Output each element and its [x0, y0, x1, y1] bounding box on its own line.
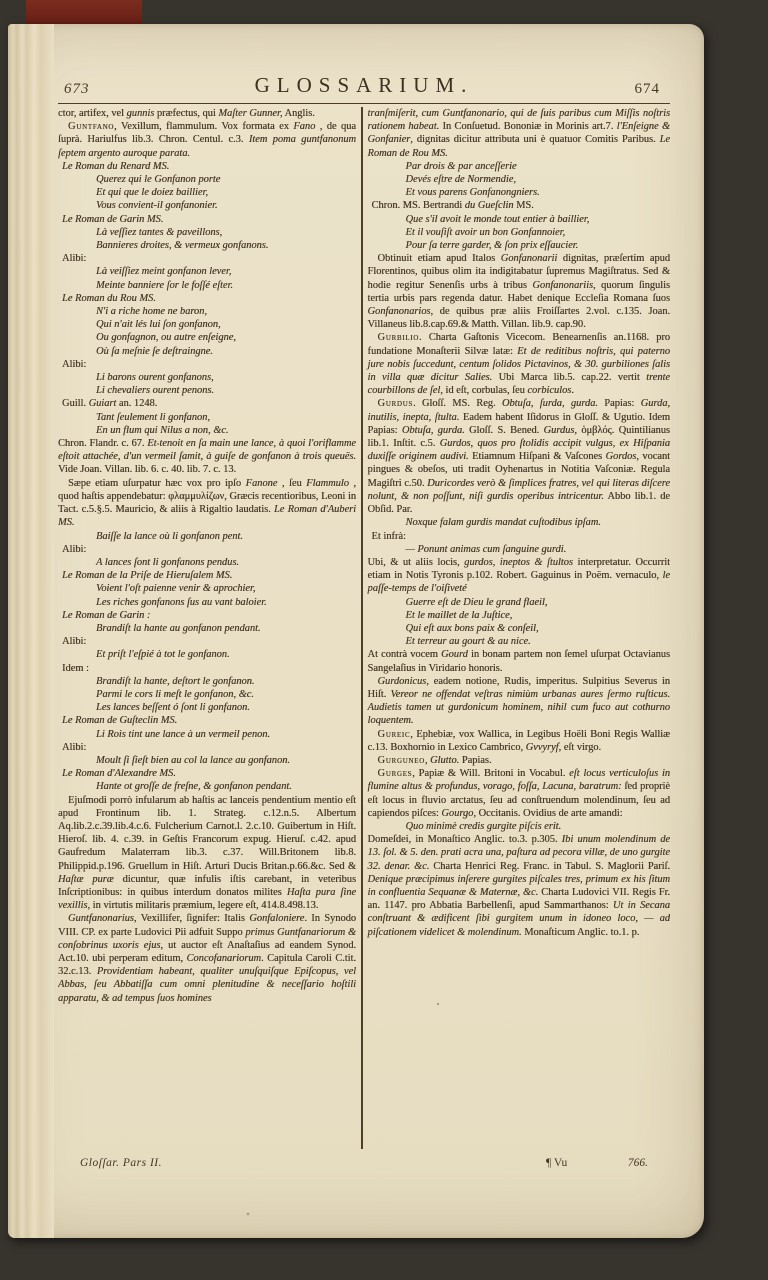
verse-line: Et le maillet de la Juſtice, [405, 609, 513, 621]
paragraph: Ubi, & ut aliis locis, gurdos, ineptos & ſtultos interpretatur. Occurrit etiam in Notis Tyronis p.102. Robert. Gaguinus in Poëm. vernaculo, le paſſe-temps de l'oiſiveté [367, 556, 670, 595]
part-signature: Gloſſar. Pars II. [80, 1157, 162, 1169]
verse-line: Quo minimè credis gurgite piſcis erit. [405, 820, 562, 832]
source-label: Le Roman de Garin : [62, 609, 151, 621]
source-label: Chron. MS. Bertrandi du Gueſclin MS. [371, 200, 534, 212]
verse-block [96, 371, 356, 397]
verse-block [406, 820, 671, 833]
verse-line: Et terreur au gourt & au nice. [405, 636, 531, 648]
verse-line: Les lances beſſent ó ſont li gonfanon. [96, 702, 250, 714]
source-label: Le Roman du Rou MS. [62, 292, 156, 304]
verse-block [96, 648, 356, 661]
verse-line: Et il vouſiſt avoir un bon Gonfannoier, [405, 226, 566, 238]
verse-block [96, 728, 356, 741]
verse-block [96, 226, 356, 252]
paragraph: Gurdus. Gloſſ. MS. Reg. Obtuſa, ſurda, gurda. Papias: Gurda, inutilis, inepta, ſtulta. Eadem habent Iſidorus in Gloſſ. & Ugutio. Idem Papias: Obtuſa, gurda. Gloſſ. S. Bened. Gurdus, ὁμβλός. Quintilianus lib.1. Inſtit. c.5. Gurdos, quos pro ſtolidis accipit vulgus, ex Hiſpania duxiſſe originem audivi. Etiamnum Hiſpani & Vaſcones Gordos, vocant pingues & obeſos, uti tradit Oyhenartus in Notitia Vaſconiæ. Regula Magiſtri c.50. Duricordes verò & ſimplices fratres, vel qui literas diſcere nolunt, & non poſſunt, niſi gurdis operibus intricentur. Abbo lib.1. de Obſid. Par. [367, 398, 670, 516]
page-gutter-edges [8, 24, 54, 1238]
source-label: Et infrà: [371, 530, 406, 542]
source-label: Le Roman du Renard MS. [62, 160, 170, 172]
verse-line: Là veiſſiez meint gonfanon lever, [96, 266, 232, 278]
source-label: Le Roman de la Priſe de Hieruſalem MS. [62, 570, 233, 582]
verse-line: Par drois & par anceſſerie [405, 160, 517, 172]
verse-line: Li barons ourent gonfanons, [96, 372, 214, 384]
verse-block [96, 780, 356, 793]
verse-line: Li chevaliers ourent penons. [96, 385, 214, 397]
paragraph: Guntfano, Vexillum, flammulum. Vox formata ex Fano , de qua ſuprà. Hariulfus lib.3. Chron. Centul. c.3. Item poma guntfanonum ſeptem argento auroque parata. [58, 121, 356, 159]
verse-line: Meinte banniere ſor le foſſé eſter. [96, 279, 233, 291]
running-header [58, 68, 670, 98]
source-label: Le Roman de Guſteclin MS. [62, 715, 178, 727]
verse-line: Guerre eſt de Dieu le grand flaeil, [405, 596, 548, 608]
paragraph: At contrà vocem Gourd in bonam partem non ſemel uſurpat Octavianus Sangelaſius in Viridario honoris. [367, 649, 670, 674]
verse-line: Voient l'oſt paienne venir & aprochier, [96, 583, 256, 595]
verse-line: Qui eſt aux bons paix & conſeil, [405, 622, 539, 634]
verse-line: En un flum qui Nilus a non, &c. [96, 424, 229, 436]
verse-block [406, 596, 671, 649]
header-rule [58, 103, 670, 104]
verse-block [406, 516, 671, 529]
verse-line: Noxque falam gurdis mandat cuſtodibus ipſam. [405, 517, 601, 529]
verse-block [406, 543, 671, 556]
verse-line: Et vous parens Gonfanongniers. [405, 187, 540, 199]
verse-line: Querez qui le Gonfanon porte [96, 174, 221, 186]
verse-line: Et qui que le doiez baillier, [96, 187, 208, 199]
left-text-column [58, 107, 356, 1149]
page-number-left: 673 [64, 81, 90, 97]
paragraph: Gureic, Ephebiæ, vox Wallica, in Legibus Hoëli Boni Regis Walliæ c.13. Boxhornio in Lexico Cambrico, Gvvyryf, eſt virgo. [367, 728, 670, 753]
verse-line: Devés eſtre de Normendie, [405, 174, 516, 186]
paragraph: Ejuſmodi porrò infularum ab haſtis ac lanceis pendentium mentio eſt apud Frontinum lib. 1. Strateg. c.12.n.5. Albertum Aq.lib.2.c.39.lib.4.c.6. Fulcherium Carnot.l. 2.c.10. Guibertum in Hiſt. Hieroſ. lib. 4. c.39. in Geſtis Francorum expug. Hieruſ. c.42. apud Gaufredum Malaterram lib.3. c.37. Will.Britonem lib.8. Philippid.p.196. Gruellum in Hiſt. Arturi Ducis Britan.p.66.&c. Sed & Haſtæ puræ dicuntur, quæ infulis iſtis carebant, in veteribus Inſcriptionibus: in quibus interdum donatos milites Haſta pura ſine vexillis, in virtutis militaris præmium, legere eſt, 414.8.498.13. [58, 794, 357, 912]
source-label: Alibi: [62, 358, 87, 370]
verse-block [96, 411, 356, 437]
paragraph: Gurdonicus, eadem notione, Rudis, imperitus. Sulpitius Severus in Hiſt. Vereor ne offendat veſtras nimiùm urbanas aures ſermo ruſticus. Audietis tamen ut gurdonicum hominem, nihil cum fuco aut cothurno loquentem. [367, 675, 670, 727]
source-label: Le Roman d'Alexandre MS. [62, 768, 176, 780]
page-number-right: 674 [634, 81, 660, 97]
verse-line: Brandiſt la hante, deſtort le gonfanon. [96, 675, 255, 687]
text-columns [58, 107, 670, 1149]
catchword: 766. [627, 1157, 648, 1169]
verse-block [96, 556, 356, 569]
verse-line: A lances ſont li gonfanons pendus. [96, 556, 239, 568]
verse-line: Là veſſiez tantes & paveillons, [96, 226, 223, 238]
paragraph: Domeſdei, in Monaſtico Anglic. to.3. p.305. Ibi unum molendinum de 13. ſol. & 5. den. prati acra una, paſtura ad pecora villæ, de uno gurgite 32. denar. &c. Charta Henrici Reg. Franc. in Tabul. S. Maglorii Pariſ. Denique præcipimus inſerere gurgites piſcales tres, primum ex his ſitum in confluentia Sequanæ & Maternæ, &c. Charta Ludovici VII. Regis Fr. an. 1147. pro Abbatia Barbellenſi, apud Sammarthanos: Ut in Secana conſtruant & ædificent ſibi gurgitem unum in idoneo loco, — ad piſcationem videlicet & molendinum. Monaſticum Anglic. to.1. p. [367, 834, 670, 938]
page-content [58, 24, 670, 1175]
paragraph: ctor, artifex, vel gunnis præfectus, qui Maſter Gunner, Anglis. [58, 108, 315, 119]
paragraph: Guntfanonarius, Vexillifer, ſignifer: Italis Gonfaloniere. In Synodo VIII. CP. ex parte Ludovici Pii adfuit Suppo primus Guntfanariorum & conſobrinus uxoris ejus, ut auctor eſt Anaſtaſius ad eandem Synod. Act.10. ubi perperam editum, Concofanariorum. Capitula Caroli C.tit. 32.c.13. Providentiam habeant, qualiter unuſquiſque Epiſcopus, vel Abbas, ſeu Abbatiſſa cum omni plenitudine & neceſſario hoſtili apparatu, & ad tempus ſuos homines [58, 913, 356, 1004]
verse-line: Parmi le cors li meſt le gonfanon, &c. [96, 688, 254, 700]
page-title: GLOSSARIUM. [254, 73, 474, 97]
verse-block [96, 173, 356, 213]
verse-line: Vous convient-il gonfanonier. [96, 200, 218, 212]
verse-line: Et priſt l'eſpié à tot le gonfanon. [96, 649, 230, 661]
paragraph: Gurguneo, Glutto. Papias. [377, 754, 492, 766]
paragraph: tranſmiſerit, cum Guntfanonario, qui de ſuis paribus cum Miſſis noſtris rationem habeat. In Conſuetud. Bononiæ in Morinis art.7. l'Enſeigne & Gonfanier, dignitas dicitur attributa uni è quatuor Comitis Paribus. Le Roman de Rou MS. [367, 108, 670, 159]
verse-line: Brandiſt la hante au gonfanon pendant. [96, 622, 261, 634]
verse-block [96, 622, 356, 635]
source-label: Alibi: [62, 741, 87, 753]
verse-line: Les riches gonfanons ſus au vant baloier. [96, 596, 267, 608]
verse-line: Li Rois tint une lance à un vermeil penon. [96, 728, 271, 740]
verse-line: Hante ot groſſe de freſne, & gonfanon pendant. [96, 781, 292, 793]
verse-line: Bannieres droites, & vermeux gonfanons. [96, 240, 269, 252]
verse-line: — Ponunt animas cum ſanguine gurdi. [405, 543, 567, 555]
verse-line: Que s'il avoit le monde tout entier à baillier, [405, 213, 590, 225]
source-label: Alibi: [62, 543, 87, 555]
page-footer [58, 1157, 670, 1175]
paragraph: Gurges, Papiæ & Will. Britoni in Vocabul. eſt locus verticuloſus in flumine altus & profundus, vorago, foſſa, Lacuna, baratrum: ſed propriè eſt locus in fluvio arctatus, ſeu ad conſtruendum molendinum, ſeu ad capiendos piſces: Gourgo, Occitanis. Ovidius de arte amandi: [367, 768, 670, 819]
verse-block [96, 530, 356, 543]
source-label: Alibi: [62, 636, 87, 648]
verse-line: Baiſſe la lance où li gonfanon pent. [96, 530, 243, 542]
verse-line: Tant ſeulement li gonfanon, [96, 411, 210, 423]
column-divider-rule [361, 107, 363, 1149]
paragraph: Chron. Flandr. c. 67. Et tenoit en ſa main une lance, à quoi l'oriflamme eſtoit attachée, d'un vermeil ſamit, à guiſe de gonfanon à trois queuës. Vide Joan. Villan. lib. 6. c. 40. lib. 7. c. 13. [58, 438, 356, 476]
paragraph: Sæpe etiam uſurpatur hæc vox pro ipſo Fanone , ſeu Flammulo , quod haſtis appendebatur: φλαμμυλίζων, Græcis recentioribus, Leoni in Tact. c.5.§.5. Mauricio, & aliis à Rigaltio laudatis. Le Roman d'Auberi MS. [58, 477, 356, 529]
verse-line: Ou gonfagnon, ou autre enſeigne, [96, 332, 236, 344]
verse-block [96, 265, 356, 291]
verse-block [96, 582, 356, 608]
verse-block [96, 305, 356, 358]
right-text-column [368, 107, 671, 1149]
book-page [8, 24, 704, 1238]
verse-block [406, 213, 671, 253]
verse-line: Moult ſi ſieſt bien au col la lance au gonfanon. [96, 754, 290, 766]
source-label: Alibi: [62, 253, 87, 265]
verse-line: Pour ſa terre garder, & ſon prix eſſaucier. [405, 240, 579, 252]
source-label: Idem : [62, 662, 89, 674]
verse-block [96, 675, 356, 715]
verse-line: Qui n'ait lés lui ſon gonfanon, [96, 319, 221, 331]
quire-signature: ¶ Vu [546, 1157, 568, 1169]
verse-block [96, 754, 356, 767]
source-label: Guill. Guiart an. 1248. [62, 398, 158, 410]
verse-line: Où ſa meſnie ſe deſtraingne. [96, 345, 213, 357]
verse-line: N'i a riche home ne baron, [96, 306, 207, 318]
verse-block [406, 160, 671, 200]
source-label: Le Roman de Garin MS. [62, 213, 164, 225]
paragraph: Gurbilio. Charta Gaſtonis Vicecom. Benearnenſis an.1168. pro fundatione Monaſterii Silvæ latæ: Et de reditibus noſtris, qui paterno jure nobis ſuccedunt, centum ſolidos Pictavinos, & 30. gurbiliones ſalis in villa quæ dicitur Salies. Ubi Marca lib.5. cap.22. vertit trente courbillons de ſel, id eſt, corbulas, ſeu corbiculos. [367, 332, 670, 397]
paragraph: Obtinuit etiam apud Italos Gonfanonarii dignitas, præſertim apud Florentinos, quibus olim ita indigitabatur ſupremus Magiſtratus. Sed & hodie regitur Senenſis urbs à tribus Gonfanonariis, quorum ſingulis tertia urbis pars regenda datur. Habet denique Eccleſia Romana ſuos Gonfanonarios, de quibus præ aliis Froiſſartes 2.vol. c.135. Joan. Villaneus lib.8.cap.69.& Matth. Villan. lib.9. cap.90. [367, 253, 670, 331]
